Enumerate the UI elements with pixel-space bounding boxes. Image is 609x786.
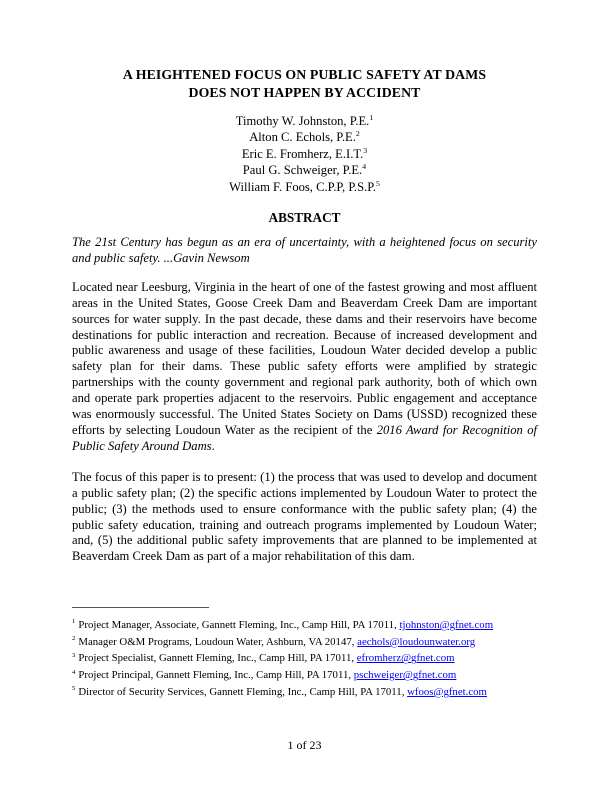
email-link[interactable]: wfoos@gfnet.com xyxy=(407,685,487,698)
footnote-ref: 5 xyxy=(72,685,76,693)
footnote xyxy=(72,684,537,701)
author-name: Paul G. Schweiger, P.E. xyxy=(242,163,363,178)
author-footnote-ref: 5 xyxy=(375,178,380,188)
author-line xyxy=(72,179,537,195)
email-link[interactable]: tjohnston@gfnet.com xyxy=(399,619,494,631)
footnote-text: Manager O&M Programs, Loudoun Water, Ashburn, VA 20147, xyxy=(78,635,358,648)
author-name: Alton C. Echols, P.E. xyxy=(249,130,356,145)
footnote-text: Director of Security Services, Gannett Fleming, Inc., Camp Hill, PA 17011, xyxy=(78,685,408,698)
email-link[interactable]: efromherz@gfnet.com xyxy=(356,652,455,665)
paper-title-line1: A HEIGHTENED FOCUS ON PUBLIC SAFETY AT DAMS xyxy=(122,67,487,82)
author-name: Eric E. Fromherz, E.I.T. xyxy=(241,146,364,161)
paragraph-text: Located near Leesburg, Virginia in the heart of one of the fastest growing and most affluent areas in the United States, Goose Creek Dam and Beaverdam Creek Dam are important sources for water supply. In the past decade, these dams and their reservoirs have become destinations for public interaction and recreation. Because of increased development and public awareness and usage of these facilities, Loudoun Water decided develop a public safety plan for their dams. These public safety efforts were amplified by strategic partnerships with the county government and regional park authority, both of which own and operate park properties adjacent to the reservoirs. Public engagement and acceptance was enormously successful. The United States Society on Dams (USSD) recognized these efforts by selecting Loudoun Water as the recipient of the xyxy=(72,279,537,437)
author-footnote-ref: 2 xyxy=(355,129,360,139)
page-content xyxy=(72,0,537,565)
email-link[interactable]: aechols@loudounwater.org xyxy=(357,635,476,648)
abstract-paragraph-2: The focus of this paper is to present: (1) the process that was used to develop and document a public safety plan; (2) the specific actions implemented by Loudoun Water to protect the public; (3) the methods used to ensure conformance with the public safety plan; (4) the public safety education, training and outreach programs implemented by Loudoun Water; and, (5) the additional public safety improvements that are planned to be implemented at Beaverdam Creek Dam as part of a major rehabilitation of this dam. xyxy=(72,469,537,564)
footnote-text: Project Manager, Associate, Gannett Fleming, Inc., Camp Hill, PA 17011, xyxy=(78,619,400,631)
footnote-text: Project Specialist, Gannett Fleming, Inc., Camp Hill, PA 17011, xyxy=(78,652,357,665)
footnote-ref: 4 xyxy=(72,668,76,676)
author-line xyxy=(72,146,537,162)
author-footnote-ref: 1 xyxy=(369,112,374,122)
footnote xyxy=(72,617,537,634)
paragraph-text-end: . xyxy=(211,438,215,453)
page-number: 1 of 23 xyxy=(287,738,322,752)
footnote xyxy=(72,667,537,684)
author-name: William F. Foos, C.P.P, P.S.P. xyxy=(229,179,376,194)
footnotes-section xyxy=(72,607,537,701)
author-line xyxy=(72,129,537,145)
author-name: Timothy W. Johnston, P.E. xyxy=(235,114,370,128)
footnote-ref: 2 xyxy=(72,635,76,643)
author-line xyxy=(72,162,537,178)
author-footnote-ref: 3 xyxy=(363,145,368,155)
abstract-heading: ABSTRACT xyxy=(268,210,341,226)
author-line xyxy=(72,113,537,129)
footnote-ref: 3 xyxy=(72,651,76,659)
footnote xyxy=(72,650,537,667)
award-title-italic: 2016 Award for Recognition of Public Safety Around Dams xyxy=(72,423,537,453)
paper-title-line2: DOES NOT HAPPEN BY ACCIDENT xyxy=(188,85,421,100)
email-link[interactable]: pschweiger@gfnet.com xyxy=(353,669,457,682)
footnote-separator xyxy=(72,607,209,608)
footnote-text: Project Principal, Gannett Fleming, Inc., Camp Hill, PA 17011, xyxy=(78,669,354,682)
author-footnote-ref: 4 xyxy=(362,162,367,172)
footnote-ref: 1 xyxy=(72,618,76,626)
abstract-epigraph xyxy=(72,235,537,267)
epigraph-text: The 21st Century has begun as an era of uncertainty, with a heightened focus on security and public safety. ...Gavin Newsom xyxy=(72,235,537,265)
paper-title xyxy=(72,66,537,102)
author-list xyxy=(72,113,537,195)
footnote xyxy=(72,634,537,651)
abstract-paragraph-1 xyxy=(72,280,537,455)
